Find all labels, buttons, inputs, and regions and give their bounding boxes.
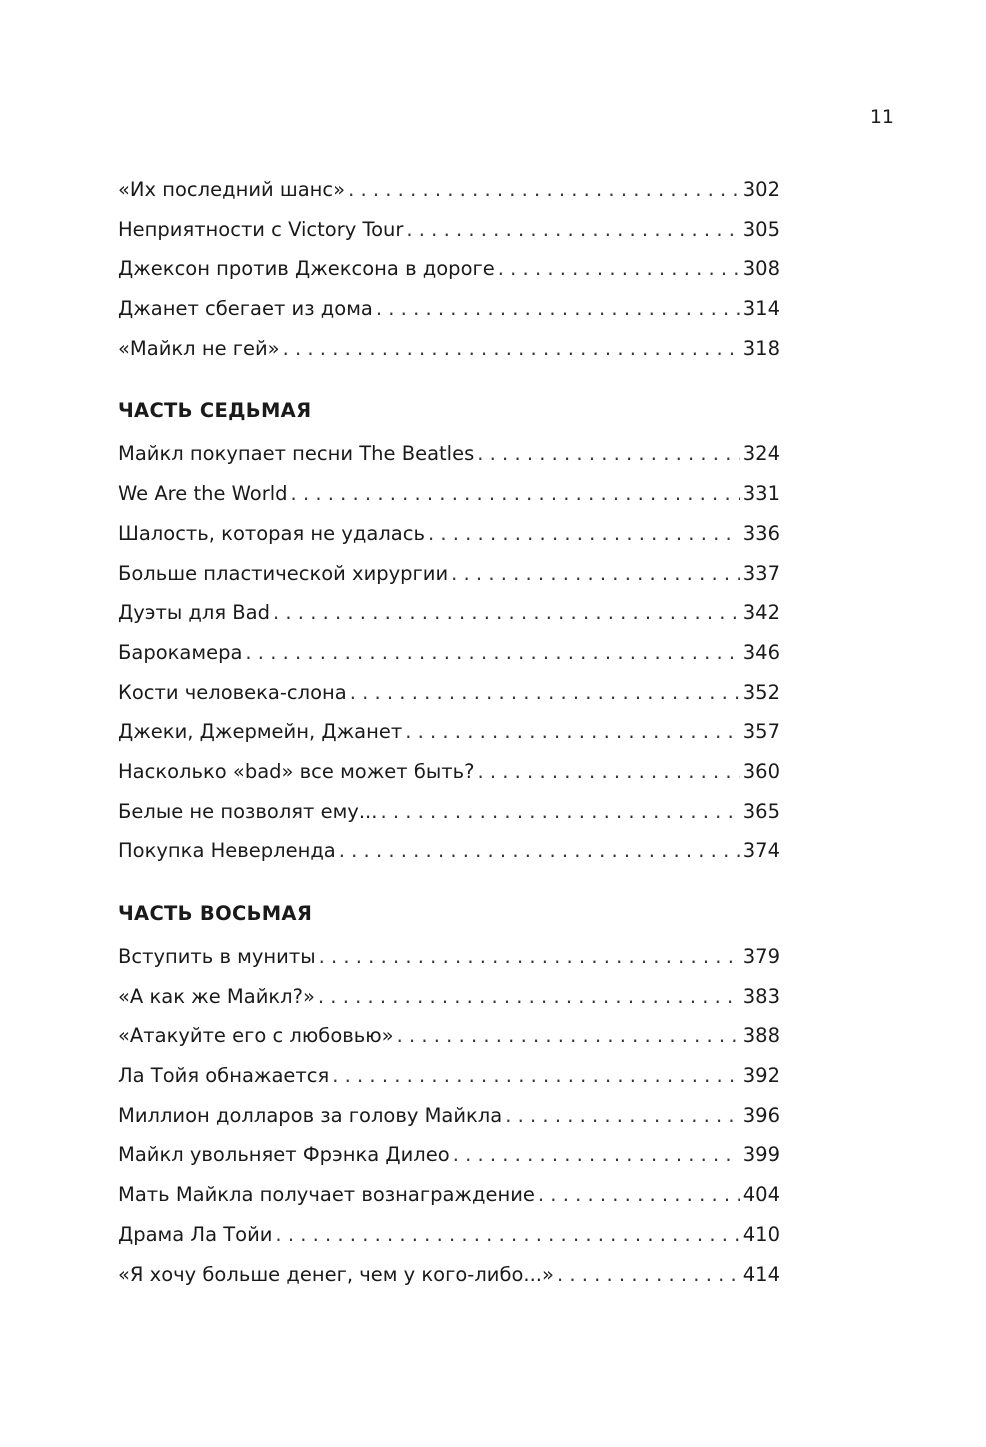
toc-entry-title: Миллион долларов за голову Майкла <box>118 1103 503 1127</box>
toc-entry[interactable] <box>118 329 780 369</box>
dot-leader <box>428 514 740 554</box>
dot-leader <box>397 1016 740 1056</box>
toc-entry-title: «Атакуйте его с любовью» <box>118 1024 394 1048</box>
toc-group-part-seven <box>118 434 780 871</box>
toc-entry-title: Майкл покупает песни The Beatles <box>118 442 475 466</box>
toc-entry-title: Дуэты для Bad <box>118 601 271 625</box>
toc-entry[interactable] <box>118 210 780 250</box>
toc-entry-page: 305 <box>742 217 780 241</box>
dot-leader <box>319 937 740 977</box>
toc-entry-page: 404 <box>742 1183 780 1207</box>
toc-entry-title: Майкл увольняет Фрэнка Дилео <box>118 1143 450 1167</box>
toc-entry[interactable] <box>118 1056 780 1096</box>
toc-entry-page: 374 <box>742 839 780 863</box>
toc-entry-page: 383 <box>742 984 780 1008</box>
toc-entry[interactable] <box>118 1135 780 1175</box>
toc-entry[interactable] <box>118 1096 780 1136</box>
toc-entry[interactable] <box>118 514 780 554</box>
toc-entry[interactable] <box>118 434 780 474</box>
toc-entry-title: Шалость, которая не удалась <box>118 521 425 545</box>
dot-leader <box>405 712 740 752</box>
dot-leader <box>406 210 739 250</box>
dot-leader <box>291 474 740 514</box>
toc-entry-page: 392 <box>742 1064 780 1088</box>
toc-entry[interactable] <box>118 712 780 752</box>
dot-leader <box>376 289 740 329</box>
toc-group-part-eight <box>118 937 780 1294</box>
page-number: 11 <box>869 106 894 128</box>
toc-entry-title: Неприятности с Victory Tour <box>118 217 404 241</box>
dot-leader <box>339 831 740 871</box>
toc-entry[interactable] <box>118 792 780 832</box>
toc-entry-page: 357 <box>742 720 780 744</box>
dot-leader <box>318 977 740 1017</box>
toc-entry[interactable] <box>118 752 780 792</box>
toc-entry-page: 346 <box>742 640 780 664</box>
toc-entry[interactable] <box>118 673 780 713</box>
toc-entry-page: 324 <box>742 442 780 466</box>
toc-entry-page: 388 <box>742 1024 780 1048</box>
toc-entry-page: 308 <box>742 257 780 281</box>
toc-entry-page: 379 <box>742 945 780 968</box>
toc-entry-page: 365 <box>742 799 780 823</box>
toc-entry-page: 414 <box>742 1262 780 1286</box>
toc-entry-title: Драма Ла Тойи <box>118 1222 273 1246</box>
section-title-part-seven: ЧАСТЬ СЕДЬМАЯ <box>118 399 312 423</box>
toc-entry-title: Барокамера <box>118 640 243 664</box>
toc-entry[interactable] <box>118 1175 780 1215</box>
toc-entry-title: Кости человека-слона <box>118 680 347 704</box>
toc-entry[interactable] <box>118 831 780 871</box>
toc-entry-page: 302 <box>742 178 780 201</box>
toc-entry[interactable] <box>118 633 780 673</box>
toc-entry[interactable] <box>118 474 780 514</box>
toc-entry[interactable] <box>118 554 780 594</box>
toc-entry-title: Больше пластической хирургии <box>118 561 449 585</box>
dot-leader <box>498 249 740 289</box>
toc-entry-page: 314 <box>742 297 780 321</box>
toc-entry-title: Джеки, Джермейн, Джанет <box>118 720 403 744</box>
toc-entry[interactable] <box>118 1016 780 1056</box>
dot-leader <box>451 554 740 594</box>
toc-entry[interactable] <box>118 593 780 633</box>
toc-entry-title: «Майкл не гей» <box>118 336 280 360</box>
toc-entry-title: Мать Майкла получает вознаграждение <box>118 1183 535 1207</box>
toc-entry[interactable] <box>118 289 780 329</box>
toc-entry-page: 360 <box>742 759 780 783</box>
dot-leader <box>477 434 740 474</box>
toc-entry[interactable] <box>118 937 780 977</box>
toc-entry[interactable] <box>118 249 780 289</box>
toc-entry-page: 352 <box>742 680 780 704</box>
dot-leader <box>273 593 740 633</box>
dot-leader <box>477 752 739 792</box>
toc-entry[interactable] <box>118 977 780 1017</box>
dot-leader <box>283 329 740 369</box>
toc-entry-title: Вступить в муниты <box>118 945 316 968</box>
toc-entry-title: Джанет сбегает из дома <box>118 297 373 321</box>
dot-leader <box>380 792 739 832</box>
dot-leader <box>348 170 740 210</box>
toc-entry-title: «А как же Майкл?» <box>118 984 315 1008</box>
toc-entry-page: 342 <box>742 601 780 625</box>
dot-leader <box>332 1056 740 1096</box>
toc-entry[interactable] <box>118 1215 780 1255</box>
dot-leader <box>350 673 740 713</box>
toc-entry-page: 336 <box>742 521 780 545</box>
toc-entry[interactable] <box>118 170 780 210</box>
section-title-part-eight: ЧАСТЬ ВОСЬМАЯ <box>118 902 313 925</box>
toc-entry-title: Белые не позволят ему... <box>118 799 378 823</box>
toc-entry-page: 331 <box>742 482 780 506</box>
toc-entry-title: Покупка Неверленда <box>118 839 336 863</box>
toc-group-continued <box>118 170 780 368</box>
toc-entry-title: We Are the World <box>118 482 288 506</box>
toc-entry-title: «Их последний шанс» <box>118 178 346 201</box>
dot-leader <box>505 1096 740 1136</box>
dot-leader <box>275 1215 739 1255</box>
dot-leader <box>557 1255 740 1295</box>
toc-entry-page: 337 <box>742 561 780 585</box>
dot-leader <box>245 633 739 673</box>
toc-entry-page: 318 <box>742 336 780 360</box>
toc-entry-title: Ла Тойя обнажается <box>118 1064 330 1088</box>
toc-entry-page: 396 <box>742 1103 780 1127</box>
toc-entry[interactable] <box>118 1255 780 1295</box>
toc-entry-title: Джексон против Джексона в дороге <box>118 257 495 281</box>
table-of-contents <box>118 170 780 1294</box>
toc-entry-page: 399 <box>742 1143 780 1167</box>
toc-entry-title: Насколько «bad» все может быть? <box>118 759 475 783</box>
toc-entry-title: «Я хочу больше денег, чем у кого-либо...» <box>118 1262 554 1286</box>
dot-leader <box>453 1135 740 1175</box>
toc-entry-page: 410 <box>742 1222 780 1246</box>
dot-leader <box>538 1175 740 1215</box>
